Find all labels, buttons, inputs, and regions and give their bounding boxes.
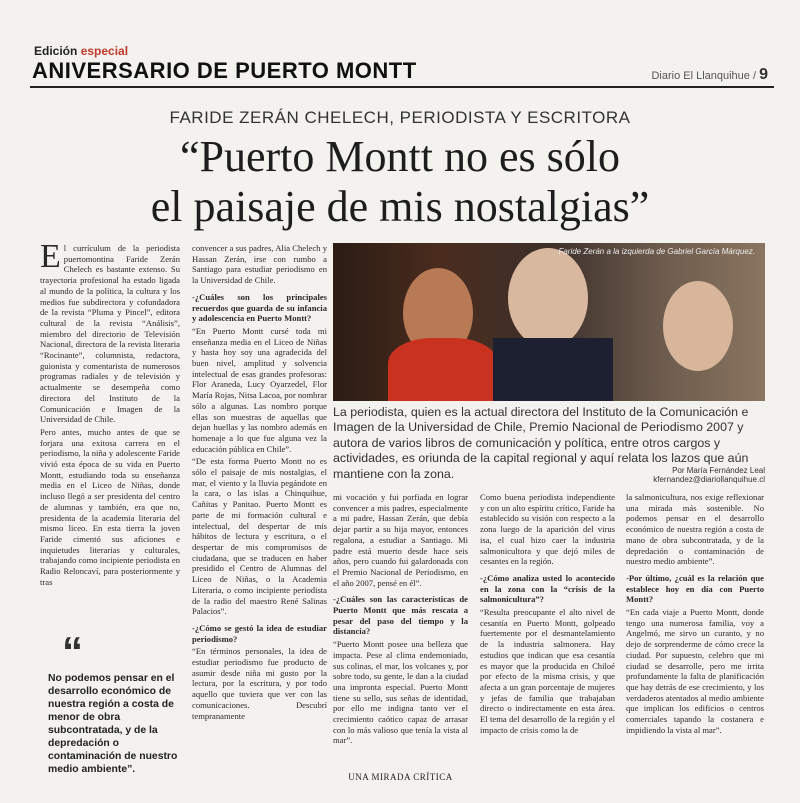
col4a-text: Como buena periodista independiente y con un alto espíritu crítico, Faride ha establecido su visión con respecto a la zona luego de la aparición del virus isa, el cual hizo caer la industria salmonicultora y que dejó miles de cesantes en la región. [480,492,615,567]
col3b-text: “Puerto Montt posee una belleza que impacta. Pese al clima endemoniado, sus colinas, el mar, los volcanes y, por sobre todo, su gente, le dan a la ciudad una impronta especial. Puerto Montt tiene su sello, sus señas de identidad, por ello me indigna tanto ver el crecimiento caótico capaz de arrasar con lo más valioso que tenía la vista al mar”. [333,639,468,746]
col2c-text: “De esta forma Puerto Montt no es sólo el paisaje de mis nostalgias, el mar, el viento y la lluvia pegándote en la cara, o las islas a Chinquihue, Cañitas y Panitao. Puerto Montt es parte de mi formación cultural e intelectual, del despertar de mis hábitos de lectura y escritura, o el despertar de mis compromisos de ciudadana, que se traducen en haber presidido el Centro de Alumnas del Liceo de Niñas, o la Academia Literaria, o como incipiente periodista de la radio del maestro René Salinas Palacios”. [192,456,327,617]
pull-quote: No podemos pensar en el desarrollo económico de nuestra región a costa de menor de obra subcontratada, y de la depredación o contaminación de nuestro medio ambiente”. [48,673,178,775]
column-5 [626,492,764,737]
column-3 [333,492,468,748]
person-3-shape [663,281,733,371]
article-photo [333,243,765,401]
col1-text: l currículum de la periodista puertomontina Faride Zerán Chelech es bastante extenso. Su trayectoria profesional ha estado ligada al mundo de la política, la cultura y los medios fue subdirectora y cofundadora de la revista “Pluma y Pincel”, editora cultural de la revista “Análisis”, miembro del directorio de Televisión Nacional, directora de la revista literaria “Rocinante”, columnista, redactora, guionista y comentarista de numerosos programas radiales y de televisión y actualmente se desempeña como directora del Instituto de la Comunicación e Imagen de la Universidad de Chile. [40,243,180,425]
article-headline [0,132,800,232]
article-kicker: FARIDE ZERÁN CHELECH, PERIODISTA Y ESCRITORA [169,108,631,127]
headline-line-1: “Puerto Montt no es sólo [180,132,620,181]
question-4: -¿Cómo analiza usted lo acontecido en la zona con la “crisis de la salmonicultura”? [480,572,615,605]
col5b-text: “En cada viaje a Puerto Montt, donde tengo una numerosa familia, voy a Angelmó, me sirvo un curanto, y no dejo de sorprenderme de cómo crece la ciudad. Por supuesto, celebro que mi ciudad se desarrolle, pero me irrita profundamente la falta de planificación que hay detrás de ese crecimiento, y los verdaderos atentados al medio ambiente que implican los edificios o centros comerciales tapando la costanera e impidiendo la vista al mar”. [626,607,764,735]
page-number: 9 [759,66,768,83]
question-1: -¿Cuáles son los principales recuerdos que guarda de su infancia y adolescencia en Puerto Montt? [192,291,327,324]
newspaper-name: Diario El Llanquihue / [651,70,757,82]
subhead: UNA MIRADA CRÍTICA [348,772,453,782]
edition-prefix: Edición [34,44,78,58]
drop-cap: E [40,238,61,275]
question-5: -Por último, ¿cuál es la relación que establece hoy en día con Puerto Montt? [626,572,764,605]
column-1 [40,238,180,590]
edition-label [34,44,128,58]
section-title: ANIVERSARIO DE PUERTO MONTT [32,58,417,83]
col3a-text: mi vocación y fui porfiada en lograr convencer a mis padres, especialmente a mi padre, Hassan Zerán, que debía dejar partir a su hija mayor, entonces regalona, a estudiar a Santiago. Mi padre está muerto desde hace seis años, pero cuando fui galardonada con el Premio Nacional de Periodismo, en el año 2007, pensé en él”. [333,492,468,588]
column-2 [192,243,327,723]
col2d-text: “En términos personales, la idea de estudiar periodismo fue producto de asumir desde niña mi gusto por la lectura, por la escritura, y por todo aquello que tuviera que ver con las comunicaciones. Descubrí tempranamente [192,646,327,721]
question-3: -¿Cuáles son las características de Puerto Montt que más rescata a pesar del paso del tiempo y la distancia? [333,594,468,637]
person-2-shape [508,248,588,348]
question-2: -¿Cómo se gestó la idea de estudiar periodismo? [192,622,327,644]
col4b-text: “Resulta preocupante el alto nivel de cesantía en Puerto Montt, golpeado fuertemente por el desmantelamiento de la industria salmonera. Hay estudios que indican que esa cesantía es mayor que la producida en Chiloé por efecto de la misma crisis, y que afecta a un gran porcentaje de mujeres y jefas de familia que trabajaban directo o indirectamente en esta área. El tema del desarrollo de la región y el impacto de crisis como la de [480,607,615,735]
header-rule [30,86,774,88]
byline [620,466,765,484]
headline-line-2: el paisaje de mis nostalgias” [150,182,650,231]
col2b-text: “En Puerto Montt cursé toda mi enseñanza media en el Liceo de Niñas y hasta hoy soy una agradecida del buen nivel, amplitud y solvencia intelectual de esas grandes profesoras: Flor Araneda, Lucy Oyarzedel, Flor María Rojas, Nitsa Lacoa, por nombrar sólo a algunas. Las nombro porque ellas son muestras de aquellas que dejan huellas y las nombro además en homenaje a lo que fue alguna vez la educación pública en Chile”. [192,325,327,454]
page-info [651,66,768,84]
article-lead: La periodista, quien es la actual directora del Instituto de la Comunicación e Imagen de la Universidad de Chile, Premio Nacional de Periodismo 2007 y autora de varios libros de comunicación y política, entre otros cargos y actividades, es oriunda de la capital regional y aquí relata los lazos que aún mantiene con la zona. [333,405,749,481]
edition-accent: especial [80,44,129,58]
col2a-text: convencer a sus padres, Alia Chelech y Hassan Zerán, irse con rumbo a Santiago para estudiar periodismo en la Universidad de Chile. [192,243,327,286]
red-scarf-shape [388,338,498,401]
quote-mark-icon: “ [62,628,83,675]
dark-shirt-shape [493,338,613,401]
col1b-text: Pero antes, mucho antes de que se forjara una exitosa carrera en el periodismo, la niña y adolescente Faride vivió esta época de su vida en Puerto Montt, estudiando toda su enseñanza media en el Liceo de Niñas, donde incluso llegó a ser presidenta del centro de alumnas y también, era que no, presidenta de la academia literaria del mismo liceo. En esta tierra la joven Faride cimentó sus aficiones e inquietudes literarias y culturales, trabajando como incipiente periodista en Radio Reloncaví, para posteriormente y tras [40,426,180,587]
col5a-text: la salmonicultura, nos exige reflexionar una mirada más sostenible. No podemos pensar en el desarrollo económico de nuestra región a costa de mano de obra subcontratada, y de la depredación o contaminación de nuestro medio ambiente”. [626,492,764,567]
column-4 [480,492,615,737]
photo-caption: Faride Zerán a la izquierda de Gabriel García Márquez. [558,247,755,256]
byline-author: Por María Fernández Leal [672,466,765,475]
byline-email: kfernandez@diariollanquihue.cl [653,475,765,484]
